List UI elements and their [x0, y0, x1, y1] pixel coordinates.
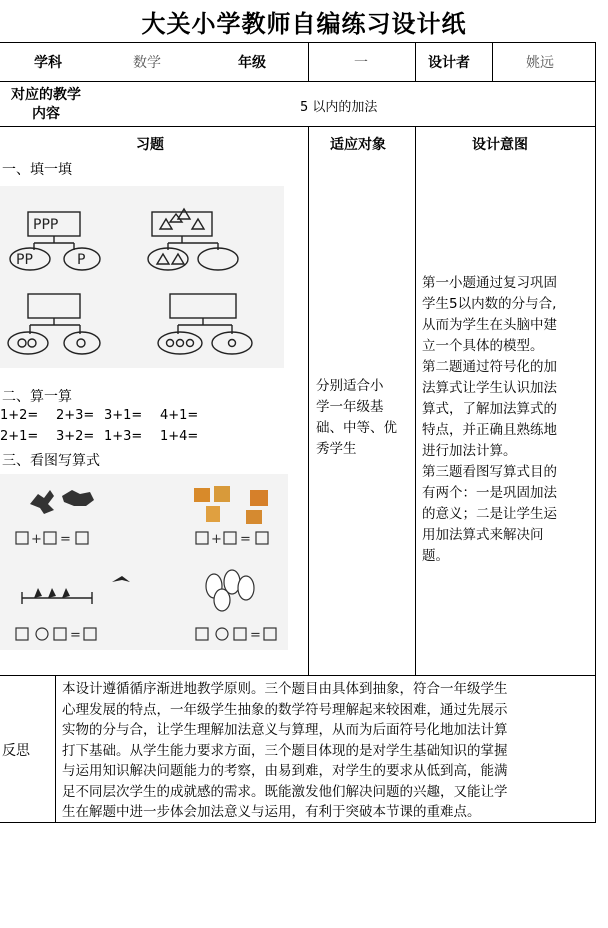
cat-icon: [194, 486, 268, 524]
page-title: 大关小学教师自编练习设计纸: [141, 10, 467, 38]
grid-vline: [415, 42, 416, 81]
svg-text:=: =: [240, 532, 251, 547]
intent-line: 法算式让学生认识加法: [422, 380, 557, 396]
reflection-line: 足不同层次学生的成就感的需求。既能激发他们解决问题的兴趣，又能让学: [62, 783, 508, 800]
picture-equations-figure: [0, 474, 288, 650]
animal-icon: [30, 490, 94, 514]
column-target: 适应对象: [330, 137, 386, 153]
table-border-row2: [0, 126, 596, 127]
target-text: [316, 376, 412, 460]
reflection-line: 与运用知识解决问题能力的考察，由易到难，对学生的要求从低到高，能满: [62, 763, 508, 779]
calc-item: 3+2=: [56, 429, 95, 444]
intent-line: 有两个：一是巩固加法: [422, 485, 557, 501]
bird-icon: [34, 576, 130, 598]
designer-value: 姚远: [526, 55, 554, 71]
intent-line: 特点，并正确且熟练地: [422, 422, 557, 438]
calc-item: 2+3=: [56, 408, 95, 423]
section2-heading: 二、算一算: [2, 389, 72, 405]
intent-line: 题。: [422, 548, 449, 564]
calc-item: 2+1=: [0, 429, 39, 444]
svg-text:+: +: [31, 532, 42, 547]
pear-icon: [206, 570, 254, 611]
content-label-line1: 对应的教学: [11, 87, 81, 103]
table-border-right: [595, 42, 596, 823]
svg-text:PP: PP: [16, 252, 33, 268]
intent-line: 算式，了解加法算式的: [422, 401, 557, 417]
subject-label: 学科: [34, 55, 62, 71]
content-value: 5 以内的加法: [300, 100, 378, 115]
svg-text:PPP: PPP: [33, 217, 59, 233]
intent-line: 用加法算式来解决问: [422, 527, 544, 543]
calc-item: 3+1=: [104, 408, 143, 423]
grade-label: 年级: [238, 55, 266, 71]
grid-vline: [55, 675, 56, 823]
reflection-line: 打下基础。从学生能力要求方面，三个题目体现的是对学生基础知识的掌握: [62, 742, 508, 759]
picture-equations-illustrations: [0, 474, 288, 650]
fill-in-figure: [0, 186, 284, 368]
intent-line: 学生5以内数的分与合,: [422, 296, 557, 312]
reflection-line: 实物的分与合，让学生理解加法意义与算理，从而为后面符号化地加法计算: [62, 722, 508, 738]
calc-item: 4+1=: [160, 408, 199, 423]
table-border-row1: [0, 81, 596, 82]
grid-vline: [415, 126, 416, 675]
table-border-row3: [0, 675, 596, 676]
grid-vline: [492, 42, 493, 81]
calc-item: 1+4=: [160, 429, 199, 444]
reflection-line: 本设计遵循循序渐进地教学原则。三个题目由具体到抽象，符合一年级学生: [62, 681, 508, 697]
content-label-line2: 内容: [32, 106, 60, 122]
svg-text:+: +: [211, 532, 222, 547]
intent-line: 第三题看图写算式目的: [422, 464, 557, 480]
content-label: [6, 86, 86, 124]
grid-vline: [308, 126, 309, 675]
target-line: 分别适合小: [316, 378, 384, 394]
reflection-line: 生在解题中进一步体会加法意义与运用，有利于突破本节课的重难点。: [62, 804, 481, 820]
column-exercise: 习题: [136, 137, 164, 153]
intent-line: 从而为学生在头脑中建: [422, 317, 557, 333]
intent-line: 第二题通过符号化的加: [422, 359, 557, 375]
section3-heading: 三、看图写算式: [2, 453, 100, 469]
section1-heading: 一、填一填: [2, 162, 72, 178]
fill-in-tree-diagrams: [0, 186, 284, 368]
target-line: 础、中等、优: [316, 420, 397, 436]
intent-text: [422, 273, 594, 567]
column-intent: 设计意图: [472, 137, 528, 153]
reflection-text: [62, 679, 592, 823]
svg-text:=: =: [60, 532, 71, 547]
intent-line: 进行加法计算。: [422, 443, 517, 459]
calc-item: 1+3=: [104, 429, 143, 444]
grid-vline: [308, 42, 309, 81]
intent-line: 立一个具体的模型。: [422, 338, 544, 354]
intent-line: 的意义；二是让学生运: [422, 506, 557, 522]
subject-value: 数学: [133, 55, 161, 71]
calc-item: 1+2=: [0, 408, 39, 423]
intent-line: 第一小题通过复习巩固: [422, 275, 557, 291]
svg-text:P: P: [77, 252, 86, 268]
reflection-label: 反思: [2, 743, 30, 759]
reflection-line: 心理发展的特点，一年级学生抽象的数学符号理解起来较困难，通过先展示: [62, 701, 508, 718]
designer-label: 设计者: [428, 55, 470, 71]
grade-value: 一: [354, 55, 368, 71]
target-line: 学一年级基: [316, 399, 384, 415]
table-border-top: [0, 42, 596, 43]
svg-text:=: =: [250, 628, 261, 643]
svg-text:=: =: [70, 628, 81, 643]
target-line: 秀学生: [316, 441, 357, 457]
